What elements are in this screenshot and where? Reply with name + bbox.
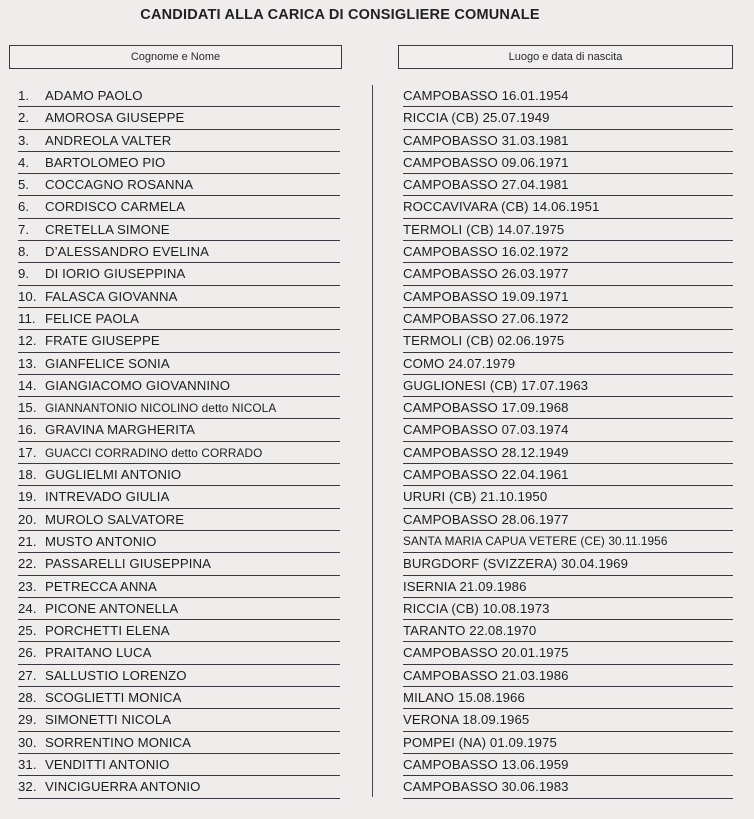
candidate-name-cell (18, 576, 340, 598)
candidate-name: D’ALESSANDRO EVELINA (45, 244, 209, 260)
candidate-name-cell (18, 531, 340, 553)
candidate-row (0, 754, 754, 776)
candidate-birth: CAMPOBASSO 30.06.1983 (403, 776, 733, 798)
candidate-birth: CAMPOBASSO 28.12.1949 (403, 442, 733, 464)
candidate-number: 11. (18, 310, 36, 326)
candidate-name: AMOROSA GIUSEPPE (45, 110, 185, 126)
candidate-row (0, 442, 754, 464)
candidate-name: BARTOLOMEO PIO (45, 154, 166, 170)
candidate-name-cell (18, 464, 340, 486)
candidate-name: SORRENTINO MONICA (45, 734, 192, 750)
candidate-name: GUGLIELMI ANTONIO (45, 467, 182, 483)
candidate-row (0, 642, 754, 664)
candidate-name-cell (18, 687, 340, 709)
candidate-number: 27. (18, 667, 37, 683)
candidate-name-cell (18, 754, 340, 776)
candidate-name: CRETELLA SIMONE (45, 221, 170, 237)
column-header-birth: Luogo e data di nascita (398, 45, 733, 69)
candidate-number: 22. (18, 556, 37, 572)
candidate-number: 14. (18, 377, 37, 393)
candidate-birth: RICCIA (CB) 25.07.1949 (403, 107, 733, 129)
candidate-row (0, 375, 754, 397)
candidate-name: PRAITANO LUCA (45, 645, 152, 661)
candidate-birth: ISERNIA 21.09.1986 (403, 576, 733, 598)
candidate-name: PICONE ANTONELLA (45, 600, 179, 616)
column-header-name: Cognome e Nome (9, 45, 342, 69)
candidate-name: PETRECCA ANNA (45, 578, 157, 594)
candidate-birth: CAMPOBASSO 19.09.1971 (403, 286, 733, 308)
candidate-number: 26. (18, 645, 37, 661)
candidate-name: ADAMO PAOLO (45, 88, 143, 103)
candidate-number: 31. (18, 756, 37, 772)
candidate-name: GRAVINA MARGHERITA (45, 422, 196, 438)
candidate-name: ANDREOLA VALTER (45, 132, 172, 148)
candidate-row (0, 353, 754, 375)
candidate-birth: CAMPOBASSO 09.06.1971 (403, 152, 733, 174)
candidate-number: 2. (18, 110, 30, 126)
candidate-row (0, 620, 754, 642)
candidate-row (0, 553, 754, 575)
candidate-name-cell (18, 263, 340, 285)
candidate-name-cell (18, 419, 340, 441)
candidate-birth: RICCIA (CB) 10.08.1973 (403, 598, 733, 620)
candidate-name: SALLUSTIO LORENZO (45, 667, 187, 683)
candidate-birth: CAMPOBASSO 17.09.1968 (403, 397, 733, 419)
candidate-name: FALASCA GIOVANNA (45, 288, 178, 304)
candidate-row (0, 709, 754, 731)
candidate-name-cell (18, 442, 340, 464)
candidate-name-cell (18, 598, 340, 620)
candidate-number: 17. (18, 444, 37, 460)
candidate-birth: CAMPOBASSO 21.03.1986 (403, 665, 733, 687)
candidate-name: SIMONETTI NICOLA (45, 712, 172, 728)
candidate-name-cell (18, 174, 340, 196)
candidate-birth: TERMOLI (CB) 02.06.1975 (403, 330, 733, 352)
candidate-name-cell (18, 642, 340, 664)
candidate-number: 15. (18, 400, 37, 416)
candidate-birth: ROCCAVIVARA (CB) 14.06.1951 (403, 196, 733, 218)
candidate-row (0, 308, 754, 330)
candidate-name-cell (18, 107, 340, 129)
candidate-row (0, 665, 754, 687)
candidate-row (0, 241, 754, 263)
candidate-name: GIANNANTONIO NICOLINO detto NICOLA (45, 401, 277, 416)
candidate-row (0, 107, 754, 129)
candidate-number: 18. (18, 467, 37, 483)
candidate-row (0, 219, 754, 241)
candidate-name: MUSTO ANTONIO (45, 533, 157, 549)
candidate-birth: GUGLIONESI (CB) 17.07.1963 (403, 375, 733, 397)
candidate-row (0, 174, 754, 196)
candidate-name: SCOGLIETTI MONICA (45, 690, 182, 706)
candidate-row (0, 196, 754, 218)
candidate-name-cell (18, 620, 340, 642)
candidate-name: INTREVADO GIULIA (45, 489, 170, 505)
candidate-number: 12. (18, 333, 37, 349)
candidate-row (0, 85, 754, 107)
candidate-number: 30. (18, 734, 37, 750)
candidate-name-cell (18, 509, 340, 531)
candidate-row (0, 598, 754, 620)
candidate-number: 9. (18, 266, 30, 282)
candidate-birth: TERMOLI (CB) 14.07.1975 (403, 219, 733, 241)
candidate-birth: CAMPOBASSO 16.02.1972 (403, 241, 733, 263)
candidate-name-cell (18, 375, 340, 397)
candidate-row (0, 687, 754, 709)
candidate-name-cell (18, 330, 340, 352)
candidate-name: PASSARELLI GIUSEPPINA (45, 556, 212, 572)
candidate-name: MUROLO SALVATORE (45, 511, 185, 527)
candidate-number: 6. (18, 199, 30, 215)
candidate-row (0, 486, 754, 508)
candidate-name: VINCIGUERRA ANTONIO (45, 779, 201, 795)
candidate-row (0, 330, 754, 352)
candidate-name-cell (18, 196, 340, 218)
candidate-number: 23. (18, 578, 37, 594)
candidate-number: 21. (18, 533, 37, 549)
candidate-name-cell (18, 241, 340, 263)
candidate-number: 16. (18, 422, 37, 438)
candidate-birth: CAMPOBASSO 31.03.1981 (403, 130, 733, 152)
candidate-number: 7. (18, 221, 30, 237)
candidate-number: 29. (18, 712, 37, 728)
candidate-number: 8. (18, 244, 30, 260)
page-title: CANDIDATI ALLA CARICA DI CONSIGLIERE COMUNALE (140, 7, 540, 23)
candidate-row (0, 263, 754, 285)
candidate-name: GIANFELICE SONIA (45, 355, 170, 371)
candidate-row (0, 464, 754, 486)
candidate-number: 19. (18, 489, 37, 505)
candidate-number: 20. (18, 511, 37, 527)
candidate-number: 10. (18, 288, 37, 304)
candidate-birth: CAMPOBASSO 07.03.1974 (403, 419, 733, 441)
candidate-birth: URURI (CB) 21.10.1950 (403, 486, 733, 508)
candidate-birth: VERONA 18.09.1965 (403, 709, 733, 731)
candidate-row (0, 576, 754, 598)
candidate-row (0, 419, 754, 441)
candidate-name-cell (18, 397, 340, 419)
candidate-number: 28. (18, 690, 37, 706)
candidate-row (0, 130, 754, 152)
candidate-name: FELICE PAOLA (45, 310, 140, 326)
candidate-name-cell (18, 152, 340, 174)
candidate-birth: CAMPOBASSO 27.04.1981 (403, 174, 733, 196)
candidate-birth: CAMPOBASSO 20.01.1975 (403, 642, 733, 664)
candidate-name-cell (18, 553, 340, 575)
candidate-name-cell (18, 353, 340, 375)
candidate-row (0, 286, 754, 308)
candidate-number: 5. (18, 177, 30, 193)
candidate-name: GIANGIACOMO GIOVANNINO (45, 377, 231, 393)
candidate-birth: CAMPOBASSO 13.06.1959 (403, 754, 733, 776)
candidate-name-cell (18, 219, 340, 241)
candidate-number: 3. (18, 132, 30, 148)
candidate-name-cell (18, 130, 340, 152)
candidate-name: DI IORIO GIUSEPPINA (45, 266, 186, 282)
candidate-birth: BURGDORF (SVIZZERA) 30.04.1969 (403, 553, 733, 575)
candidate-row (0, 509, 754, 531)
candidate-birth: TARANTO 22.08.1970 (403, 620, 733, 642)
candidate-row (0, 531, 754, 553)
candidate-birth: CAMPOBASSO 28.06.1977 (403, 509, 733, 531)
candidate-number: 13. (18, 355, 37, 371)
candidate-birth: SANTA MARIA CAPUA VETERE (CE) 30.11.1956 (403, 531, 733, 553)
candidate-name-cell (18, 709, 340, 731)
candidate-number: 25. (18, 623, 37, 639)
candidate-birth: CAMPOBASSO 16.01.1954 (403, 85, 733, 107)
candidate-birth: CAMPOBASSO 22.04.1961 (403, 464, 733, 486)
candidate-name-cell (18, 85, 340, 107)
candidate-number: 4. (18, 154, 30, 170)
candidate-birth: CAMPOBASSO 27.06.1972 (403, 308, 733, 330)
candidate-number: 32. (18, 779, 37, 795)
candidate-name: GUACCI CORRADINO detto CORRADO (45, 445, 263, 460)
candidate-name-cell (18, 486, 340, 508)
candidate-birth: POMPEI (NA) 01.09.1975 (403, 732, 733, 754)
candidate-name: FRATE GIUSEPPE (45, 333, 160, 349)
candidate-name: VENDITTI ANTONIO (45, 756, 170, 772)
candidate-name-cell (18, 286, 340, 308)
candidate-row (0, 732, 754, 754)
candidate-name: PORCHETTI ELENA (45, 623, 170, 639)
candidate-birth: COMO 24.07.1979 (403, 353, 733, 375)
candidate-name-cell (18, 776, 340, 798)
candidate-number: 1. (18, 88, 30, 103)
candidate-name-cell (18, 308, 340, 330)
candidate-row (0, 152, 754, 174)
candidate-number: 24. (18, 600, 37, 616)
candidate-list (0, 85, 754, 799)
candidate-name-cell (18, 665, 340, 687)
candidate-row (0, 397, 754, 419)
candidate-row (0, 776, 754, 798)
candidate-birth: MILANO 15.08.1966 (403, 687, 733, 709)
candidate-name: CORDISCO CARMELA (45, 199, 186, 215)
candidate-name: COCCAGNO ROSANNA (45, 177, 194, 193)
candidate-name-cell (18, 732, 340, 754)
candidate-birth: CAMPOBASSO 26.03.1977 (403, 263, 733, 285)
